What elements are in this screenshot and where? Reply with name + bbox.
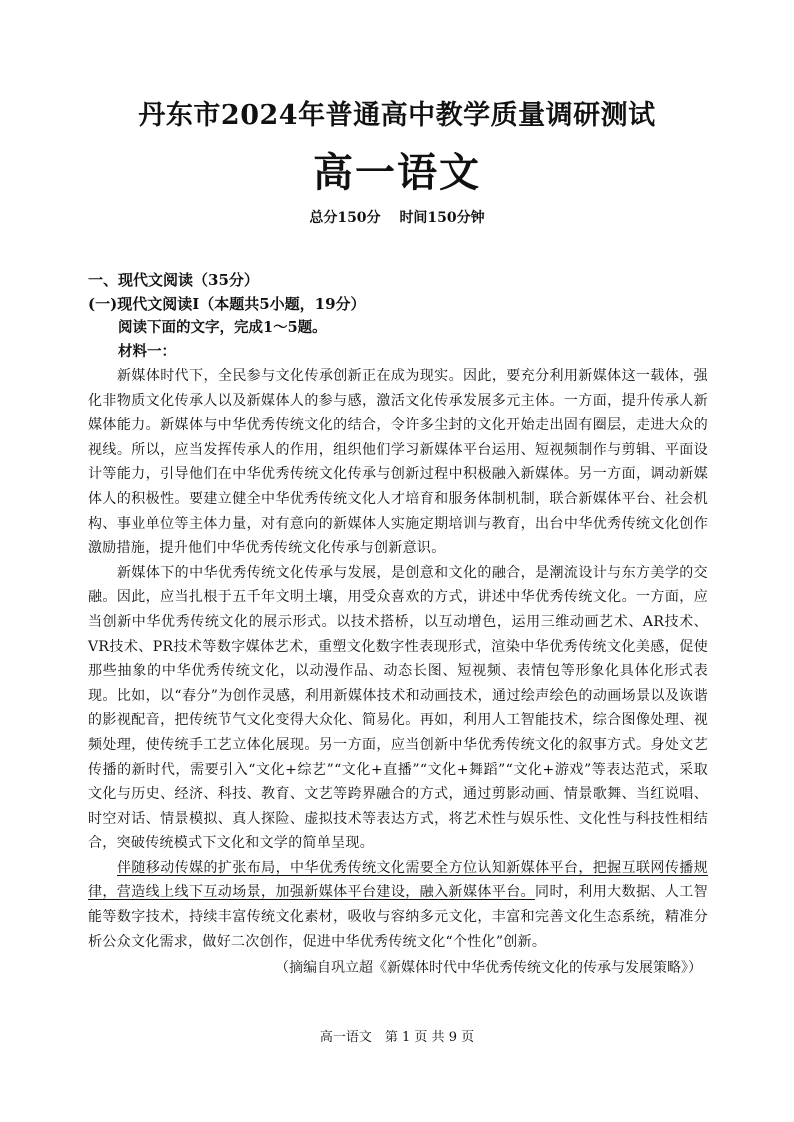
exam-meta xyxy=(0,207,794,229)
exam-title: 丹东市2024年普通高中教学质量调研测试 xyxy=(138,100,656,131)
underlined-sentence: 伴随移动传媒的扩张布局，中华优秀传统文化需要全方位认知新媒体平台，把握互联网传播规律，营造线上线下互动场景，加强新媒体平台建设，融入新媒体平台。 xyxy=(88,859,708,901)
section-heading: 一、现代文阅读（35分） xyxy=(88,271,259,289)
time-limit: 时间150分钟 xyxy=(399,210,485,226)
subject-title: 高一语文 xyxy=(313,150,481,196)
section-modern-reading xyxy=(88,268,708,980)
reading-instruction: 阅读下面的文字，完成1～5题。 xyxy=(118,319,327,336)
page-footer: 高一语文 第 1 页 共 9 页 xyxy=(319,1030,475,1045)
sub-section-heading: (一)现代文阅读Ⅰ（本题共5小题，19分） xyxy=(88,295,366,313)
paragraph-2: 新媒体下的中华优秀传统文化传承与发展，是创意和文化的融合，是潮流设计与东方美学的交融。因此，应当扎根于五千年文明土壤，用受众喜欢的方式，讲述中华优秀传统文化。一方面，应当创新中华优秀传统文化的展示形式。以技术搭桥，以互动增色，运用三维动画艺术、AR技术、VR技术、PR技术等数字媒体艺术，重塑文化数字性表现形式，渲染中华优秀传统文化美感，促使那些抽象的中华优秀传统文化，以动漫作品、动态长图、短视频、表情包等形象化具体化形式表现。比如，以“春分”为创作灵感，利用新媒体技术和动画技术，通过绘声绘色的动画场景以及诙谐的影视配音，把传统节气文化变得大众化、简易化。再如，利用人工智能技术，综合图像处理、视频处理，使传统手工艺立体化展现。另一方面，应当创新中华优秀传统文化的叙事方式。身处文艺传播的新时代，需要引入“文化+综艺”“文化+直播”“文化+舞蹈”“文化+游戏”等表达范式，采取文化与历史、经济、科技、教育、文艺等跨界融合的方式，通过剪影动画、情景歌舞、当红说唱、时空对话、情景模拟、真人探险、虚拟技术等表达方式，将艺术性与娱乐性、文化性与科技性相结合，突破传统模式下文化和文学的简单呈现。 xyxy=(88,564,708,852)
total-score: 总分150分 xyxy=(309,210,381,226)
paragraph-1: 新媒体时代下，全民参与文化传承创新正在成为现实。因此，要充分利用新媒体这一载体，强化非物质文化传承人以及新媒体人的参与感，激活文化传承发展多元主体。一方面，提升传承人新媒体能力。新媒体与中华优秀传统文化的结合，令许多尘封的文化开始走出固有圈层，走进大众的视线。所以，应当发挥传承人的作用，组织他们学习新媒体平台运用、短视频制作与剪辑、平面设计等能力，引导他们在中华优秀传统文化传承与创新过程中积极融入新媒体。另一方面，调动新媒体人的积极性。要建立健全中华优秀传统文化人才培育和服务体制机制，联合新媒体平台、社会机构、事业单位等主体力量，对有意向的新媒体人实施定期培训与教育，出台中华优秀传统文化创作激励措施，提升他们中华优秀传统文化传承与创新意识。 xyxy=(88,368,708,557)
paragraph-3 xyxy=(88,856,708,954)
material-label: 材料一： xyxy=(118,343,176,360)
source-citation: （摘编自巩立超《新媒体时代中华优秀传统文化的传承与发展策略》） xyxy=(275,960,702,977)
paragraph-3-rest: 同时，利用大数据、人工智能等数字技术，持续丰富传统文化素材，吸收与容纳多元文化，丰富和完善文化生态系统，精准分析公众文化需求，做好二次创作，促进中华优秀传统文化“个性化”创新。 xyxy=(88,884,708,950)
